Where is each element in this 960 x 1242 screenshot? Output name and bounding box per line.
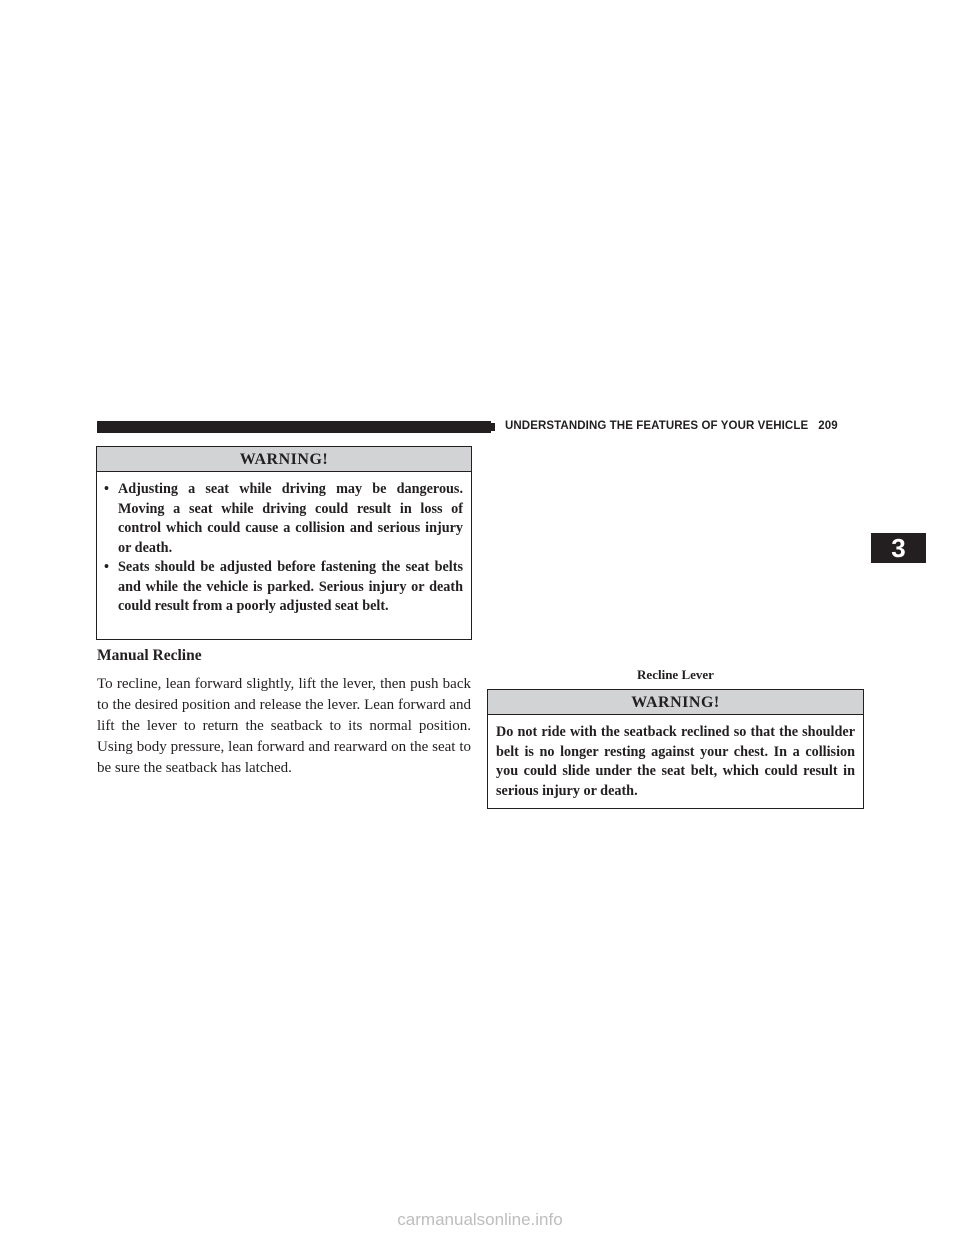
- warning-title: WARNING!: [488, 690, 863, 715]
- body-paragraph: To recline, lean forward slightly, lift the lever, then push back to the desired position and release the lever. Lean forward and lift the lever to return the seatback to its normal position. Using body pressure, lean forward and rearward on the seat to be sure the seatback has latched.: [97, 676, 471, 776]
- watermark: carmanualsonline.info: [397, 1210, 563, 1229]
- warning-bullet: [104, 480, 463, 558]
- warning-bullet: [104, 558, 463, 617]
- warning-title: WARNING!: [97, 447, 471, 472]
- recline-lever-figure: [487, 446, 864, 662]
- chapter-tab[interactable]: 3: [871, 533, 926, 563]
- warning-bullet-text: Adjusting a seat while driving may be dangerous. Moving a seat while driving could result in loss of control which could cause a collision and serious injury or death.: [118, 481, 463, 556]
- header-rule-tick: [491, 423, 495, 431]
- bullet-icon: •: [104, 481, 109, 497]
- section-heading: Manual Recline: [97, 647, 202, 664]
- header-rule: [97, 421, 491, 433]
- page-number: 209: [818, 420, 838, 432]
- warning-box-seat-adjust: [96, 446, 472, 640]
- figure-caption: Recline Lever: [637, 667, 714, 682]
- running-head: [505, 420, 838, 432]
- warning-body: Do not ride with the seatback reclined so that the shoulder belt is no longer resting against your chest. In a collision you could slide under the seat belt, which could result in serious injury or death.: [496, 724, 855, 799]
- bullet-icon: •: [104, 559, 109, 575]
- warning-bullet-text: Seats should be adjusted before fastening the seat belts and while the vehicle is parked. Serious injury or death could result from a poorly adjusted seat belt.: [118, 559, 463, 614]
- warning-box-recline: [487, 689, 864, 809]
- running-head-title: UNDERSTANDING THE FEATURES OF YOUR VEHICLE: [505, 420, 809, 432]
- warning-bullet-list: [104, 480, 463, 617]
